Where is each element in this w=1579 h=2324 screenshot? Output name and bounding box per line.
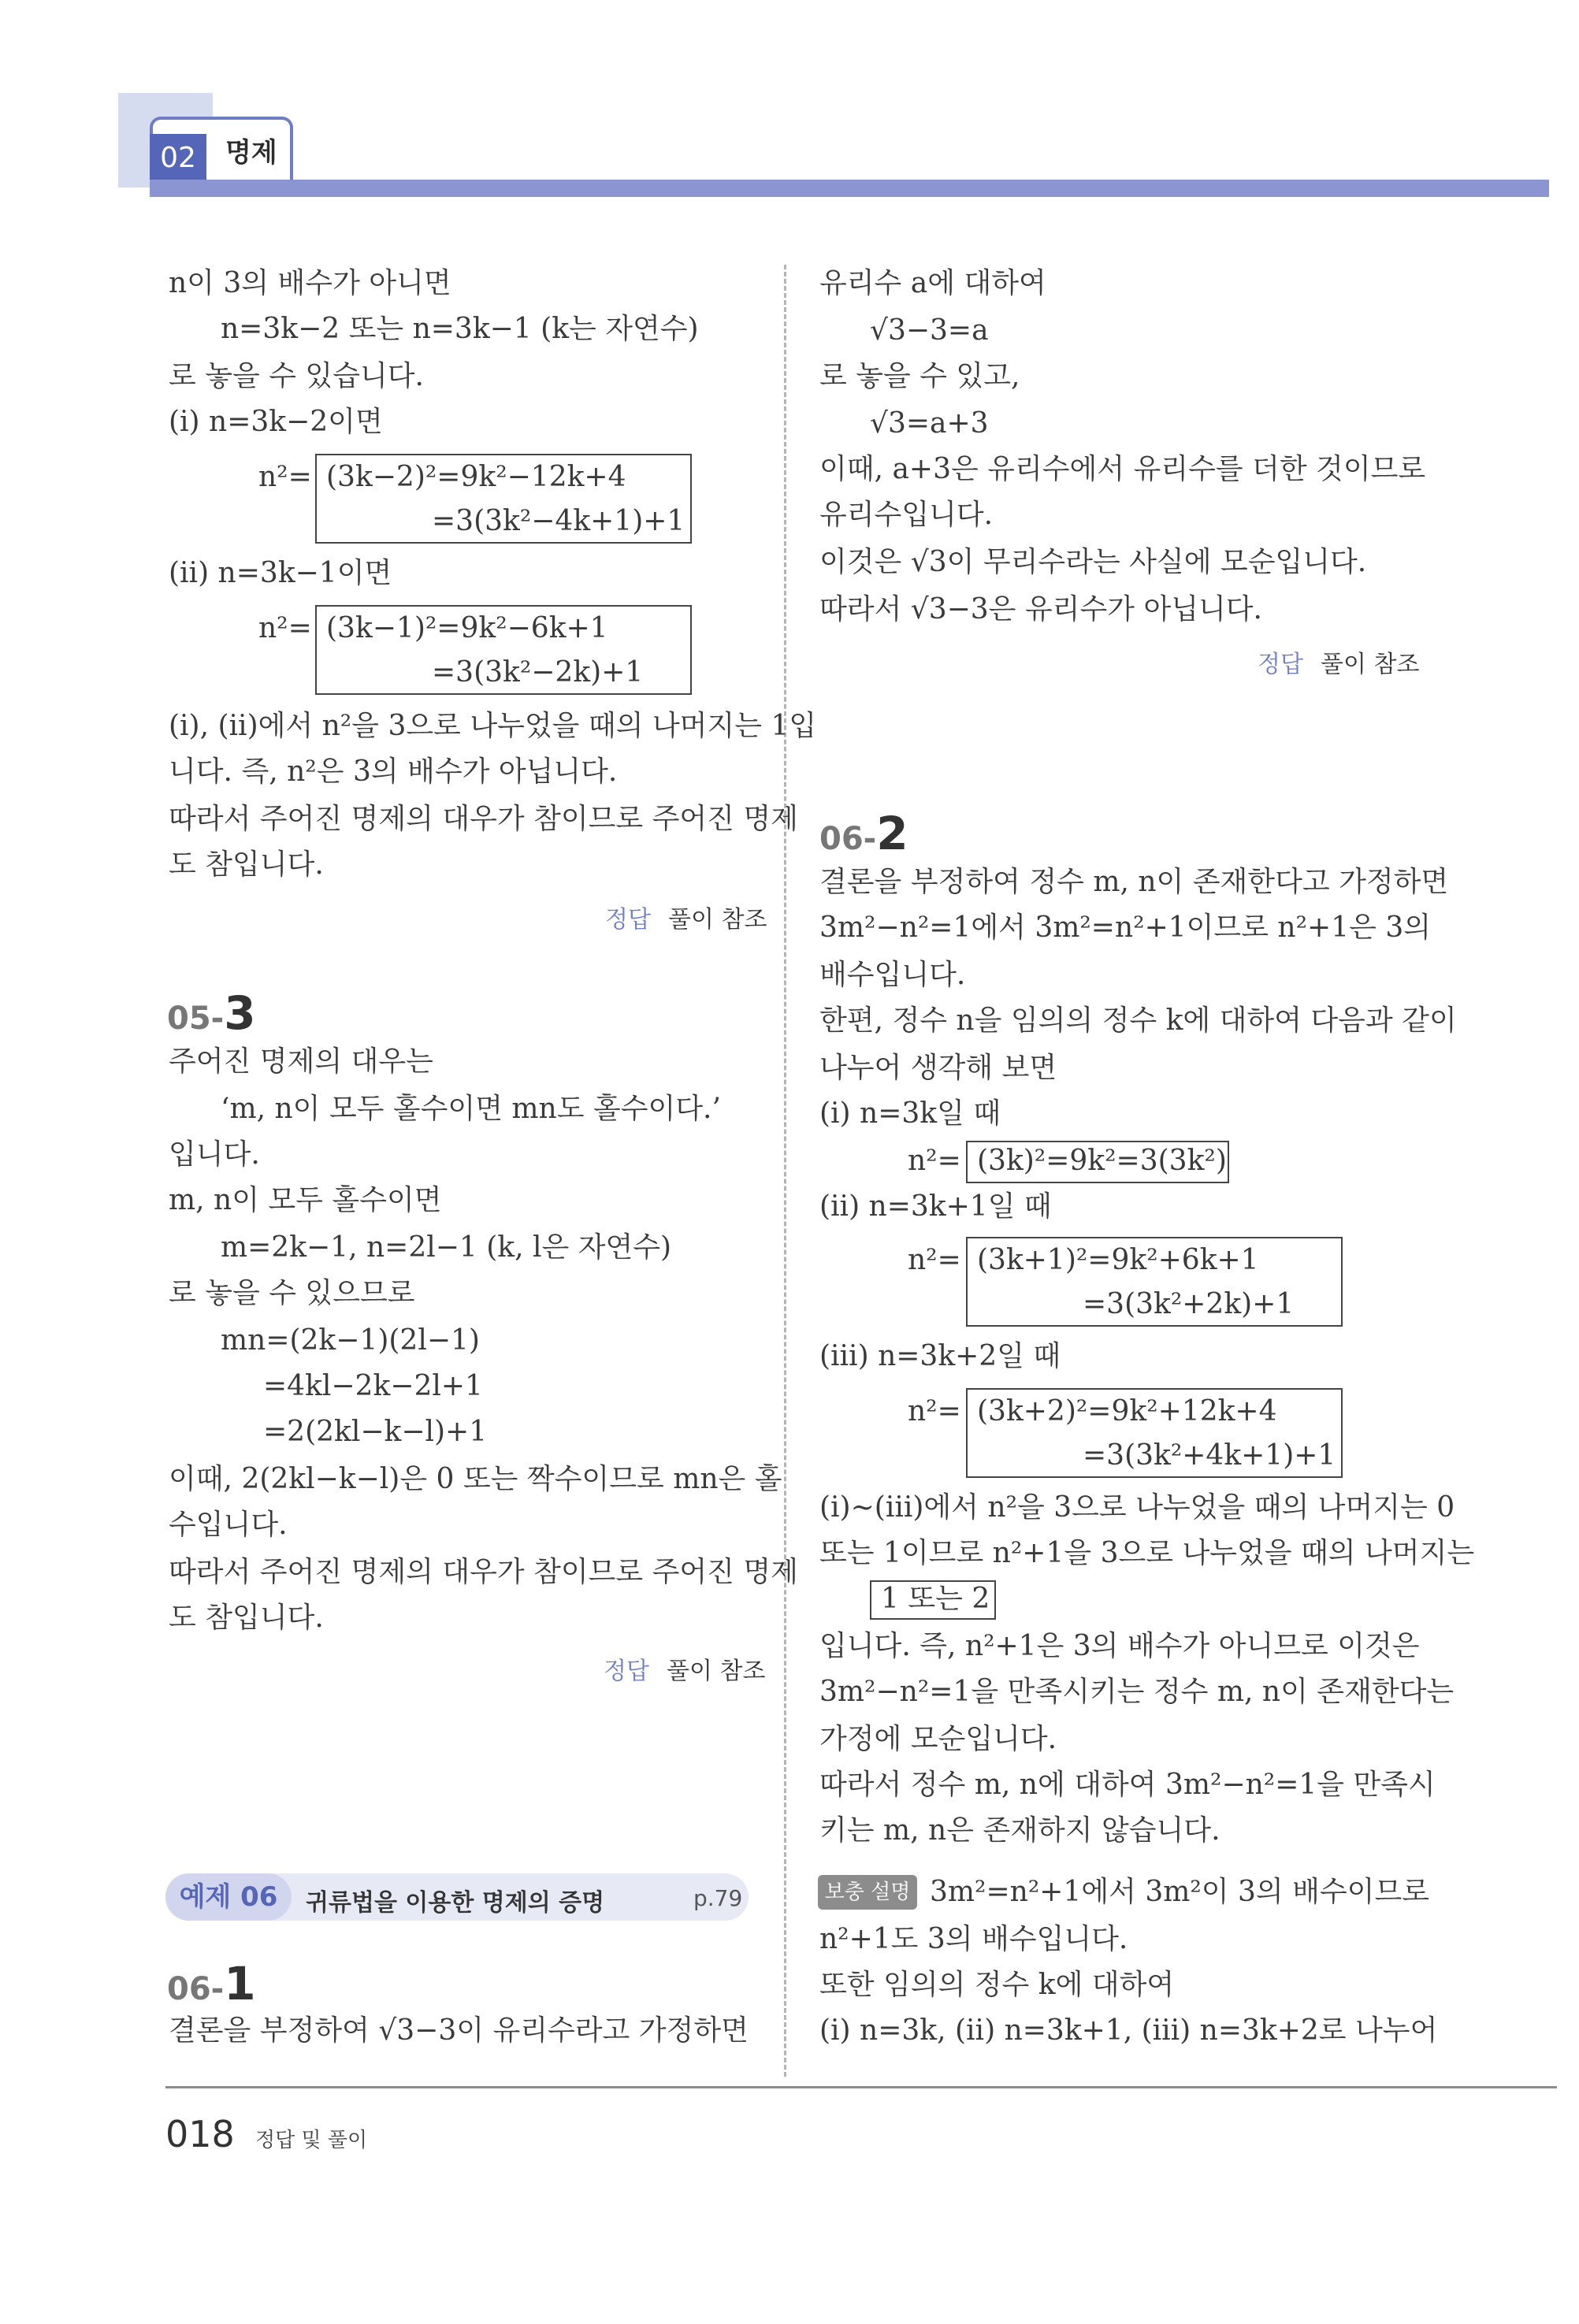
- footer-text: 정답 및 풀이: [255, 2129, 368, 2152]
- answer-value: 풀이 참조: [667, 906, 767, 934]
- text-line: 배수입니다.: [819, 959, 966, 991]
- text-line: n=3k−2 또는 n=3k−1 (k는 자연수): [221, 313, 699, 345]
- text-line: 3m²−n²=1을 만족시키는 정수 m, n이 존재한다는: [819, 1676, 1455, 1708]
- text-line: 도 참입니다.: [169, 848, 324, 881]
- math-line: √3=a+3: [870, 407, 989, 440]
- text-line: 로 놓을 수 있고,: [819, 360, 1020, 392]
- answer-line: [604, 1651, 765, 1686]
- text-line: 결론을 부정하여 정수 m, n이 존재한다고 가정하면: [819, 866, 1449, 898]
- math-line: (3k+1)²=9k²+6k+1: [977, 1244, 1259, 1276]
- text-line: m=2k−1, n=2l−1 (k, l은 자연수): [221, 1231, 672, 1264]
- text-line: 이때, a+3은 유리수에서 유리수를 더한 것이므로: [819, 453, 1426, 485]
- text-line: 이때, 2(2kl−k−l)은 0 또는 짝수이므로 mn은 홀: [169, 1463, 782, 1495]
- math-line: mn=(2k−1)(2l−1): [221, 1324, 480, 1357]
- text-line: 입니다.: [169, 1138, 260, 1171]
- text-line: 주어진 명제의 대우는: [169, 1045, 433, 1078]
- example-tag: 예제 06: [165, 1873, 292, 1921]
- answer-value: 풀이 참조: [1320, 651, 1420, 678]
- text-line: 따라서 √3−3은 유리수가 아닙니다.: [819, 593, 1262, 626]
- text-line: 도 참입니다.: [169, 1602, 324, 1634]
- answer-label: 정답: [1258, 651, 1303, 678]
- math-line: (3k−2)²=9k²−12k+4: [326, 461, 626, 493]
- case-heading: (ⅱ) n=3k+1일 때: [819, 1190, 1052, 1223]
- text-line: 유리수입니다.: [819, 499, 994, 531]
- math-lhs: n²=: [258, 461, 312, 493]
- math-line: √3−3=a: [870, 314, 989, 347]
- answer-value: 풀이 참조: [666, 1658, 766, 1685]
- answer-line: [1258, 644, 1419, 679]
- math-line: =2(2kl−k−l)+1: [263, 1416, 488, 1448]
- case-heading: (ⅰ) n=3k일 때: [819, 1097, 1001, 1130]
- text-line: 나누어 생각해 보면: [819, 1052, 1057, 1084]
- text-line: 로 놓을 수 있으므로: [169, 1277, 415, 1309]
- math-line: =4kl−2k−2l+1: [263, 1370, 483, 1402]
- example-title: 귀류법을 이용한 명제의 증명: [306, 1889, 605, 1917]
- answer-label: 정답: [604, 1658, 649, 1685]
- text-line: n이 3의 배수가 아니면: [169, 267, 451, 299]
- case-heading: (ⅲ) n=3k+2일 때: [819, 1340, 1061, 1372]
- column-divider: [784, 265, 786, 2077]
- chapter-title: 명제: [225, 137, 277, 169]
- answer-label: 정답: [605, 906, 651, 934]
- answer-line: [605, 900, 767, 934]
- text-line: n²+1도 3의 배수입니다.: [819, 1923, 1128, 1955]
- math-line: =3(3k²−2k)+1: [432, 656, 644, 689]
- section-number: 06-2: [819, 807, 908, 860]
- supplement-tag: 보충 설명: [818, 1875, 917, 1910]
- header-bar: [150, 180, 1549, 197]
- text-line: 또는 1이므로 n²+1을 3으로 나누었을 때의 나머지는: [819, 1537, 1475, 1569]
- text-line: (ⅰ), (ⅱ)에서 n²을 3으로 나누었을 때의 나머지는 1입: [169, 710, 817, 742]
- text-line: 3m²=n²+1에서 3m²이 3의 배수이므로: [930, 1876, 1430, 1908]
- text-line: (ⅰ) n=3k, (ⅱ) n=3k+1, (ⅲ) n=3k+2로 나누어: [819, 2014, 1438, 2047]
- footer-rule: [165, 2086, 1557, 2088]
- text-line: 니다. 즉, n²은 3의 배수가 아닙니다.: [169, 755, 618, 788]
- text-line: 수입니다.: [169, 1509, 288, 1541]
- case-heading: (ⅱ) n=3k−1이면: [169, 557, 392, 589]
- math-line: =3(3k²+4k+1)+1: [1083, 1439, 1336, 1472]
- case-heading: (ⅰ) n=3k−2이면: [169, 406, 383, 438]
- text-line: 결론을 부정하여 √3−3이 유리수라고 가정하면: [169, 2014, 749, 2047]
- text-line: 또한 임의의 정수 k에 대하여: [819, 1969, 1175, 2001]
- math-line: =3(3k²+2k)+1: [1083, 1288, 1295, 1320]
- text-line: 유리수 a에 대하여: [819, 267, 1046, 299]
- text-line: 이것은 √3이 무리수라는 사실에 모순입니다.: [819, 546, 1367, 578]
- math-lhs: n²=: [258, 612, 312, 644]
- text-line: (ⅰ)~(ⅲ)에서 n²을 3으로 나누었을 때의 나머지는 0: [819, 1491, 1455, 1524]
- example-page-ref: p.79: [693, 1885, 743, 1911]
- math-line: =3(3k²−4k+1)+1: [432, 505, 685, 537]
- boxed-answer: 1 또는 2: [881, 1583, 990, 1615]
- math-lhs: n²=: [908, 1145, 961, 1177]
- text-line: 가정에 모순입니다.: [819, 1723, 1057, 1755]
- text-line: 따라서 주어진 명제의 대우가 참이므로 주어진 명제: [169, 1556, 798, 1588]
- text-line: 따라서 주어진 명제의 대우가 참이므로 주어진 명제: [169, 803, 798, 835]
- math-line: (3k+2)²=9k²+12k+4: [977, 1395, 1277, 1427]
- text-line: 입니다. 즉, n²+1은 3의 배수가 아니므로 이것은: [819, 1630, 1420, 1662]
- section-number: 05-3: [167, 986, 256, 1040]
- section-number: 06-1: [167, 1957, 256, 2010]
- text-line: 키는 m, n은 존재하지 않습니다.: [819, 1814, 1220, 1847]
- math-line: (3k−1)²=9k²−6k+1: [326, 612, 608, 644]
- text-line: 3m²−n²=1에서 3m²=n²+1이므로 n²+1은 3의: [819, 911, 1431, 944]
- math-lhs: n²=: [908, 1244, 961, 1276]
- text-line: 한편, 정수 n을 임의의 정수 k에 대하여 다음과 같이: [819, 1004, 1457, 1037]
- math-line: (3k)²=9k²=3(3k²): [977, 1145, 1227, 1177]
- page-number: 018: [165, 2113, 235, 2155]
- chapter-number: 02: [150, 134, 206, 183]
- text-line: 따라서 정수 m, n에 대하여 3m²−n²=1을 만족시: [819, 1769, 1436, 1801]
- text-line: ‘m, n이 모두 홀수이면 mn도 홀수이다.’: [221, 1093, 721, 1125]
- text-line: 로 놓을 수 있습니다.: [169, 360, 424, 392]
- text-line: m, n이 모두 홀수이면: [169, 1184, 442, 1216]
- math-lhs: n²=: [908, 1395, 961, 1427]
